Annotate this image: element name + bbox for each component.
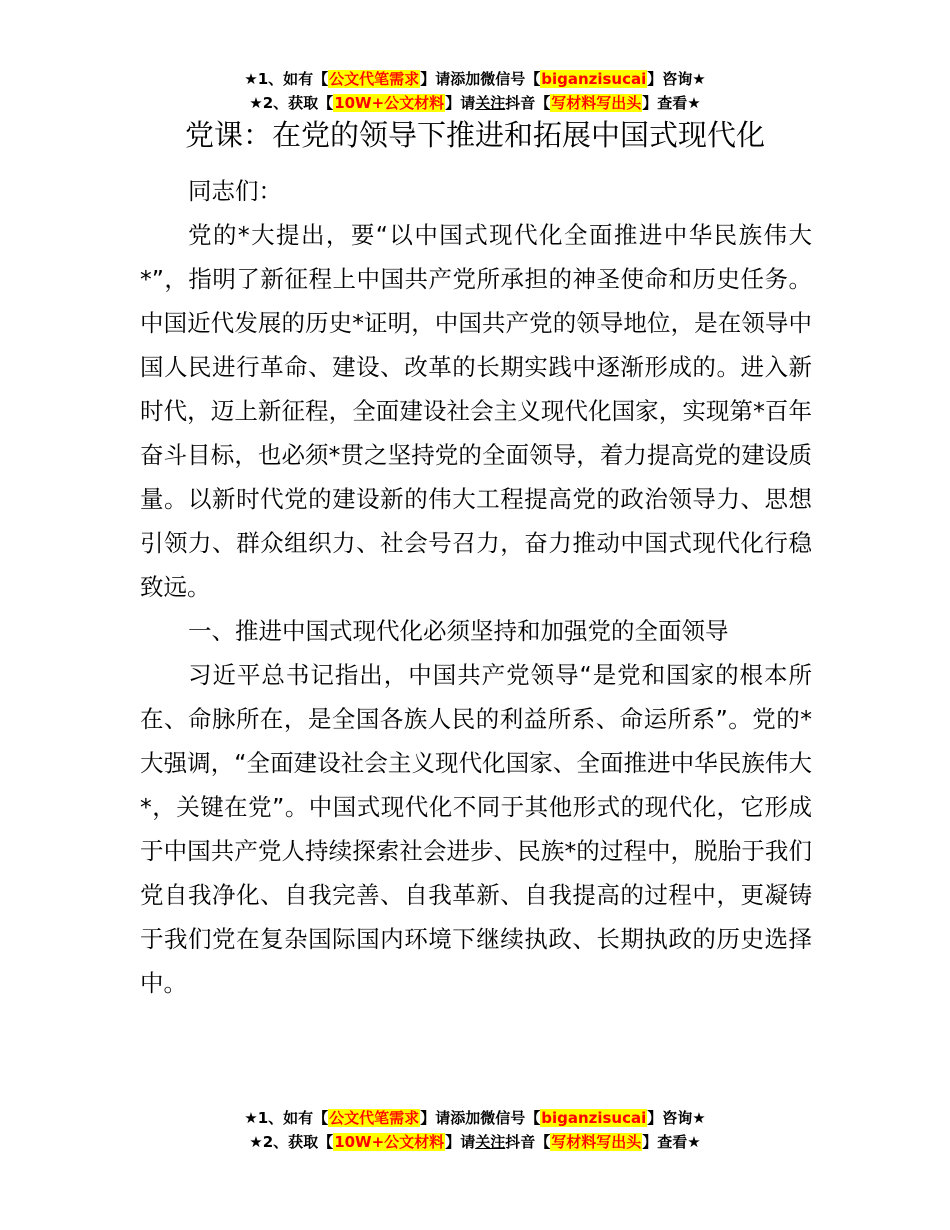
douyin-account-highlight: 写材料写出头 — [551, 94, 642, 112]
promo-underlined-text: 关注 — [475, 94, 506, 112]
promo-line-1 — [0, 67, 950, 91]
promo-underlined-text: 关注 — [475, 1133, 506, 1151]
wechat-id-highlight: biganzisucai — [541, 1109, 647, 1127]
body-paragraph: 党的*大提出，要“以中国式现代化全面推进中华民族伟大*”，指明了新征程上中国共产党所承担的神圣使命和历史任务。中国近代发展的历史*证明，中国共产党的领导地位，是在领导中国人民进行革命、建设、改革的长期实践中逐渐形成的。进入新时代，迈上新征程，全面建设社会主义现代化国家，实现第*百年奋斗目标，也必须*贯之坚持党的全面领导，着力提高党的建设质量。以新时代党的建设新的伟大工程提高党的政治领导力、思想引领力、群众组织力、社会号召力，奋力推动中国式现代化行稳致远。 — [140, 221, 812, 601]
promo-text: 】请 — [445, 1133, 476, 1151]
promo-text: ★2、获取【 — [249, 1133, 334, 1151]
document-body — [140, 169, 812, 1005]
promo-highlight: 10W+公文材料 — [334, 94, 445, 112]
promo-highlight: 10W+公文材料 — [334, 1133, 445, 1151]
promo-text: 】咨询★ — [647, 1109, 706, 1127]
promo-text: 】请添加微信号【 — [420, 70, 541, 88]
body-paragraph: 习近平总书记指出，中国共产党领导“是党和国家的根本所在、命脉所在，是全国各族人民的利益所系、命运所系”。党的*大强调，“全面建设社会主义现代化国家、全面推进中华民族伟大*，关键在党”。中国式现代化不同于其他形式的现代化，它形成于中国共产党人持续探索社会进步、民族*的过程中，脱胎于我们党自我净化、自我完善、自我革新、自我提高的过程中，更凝铸于我们党在复杂国际国内环境下继续执政、长期执政的历史选择中。 — [140, 661, 812, 997]
promo-text: 】查看★ — [642, 94, 701, 112]
promo-text: 】查看★ — [642, 1133, 701, 1151]
promo-text: 抖音【 — [505, 1133, 551, 1151]
promo-line-1 — [0, 1106, 950, 1130]
promo-text: 】请 — [445, 94, 476, 112]
document-title: 党课：在党的领导下推进和拓展中国式现代化 — [184, 118, 765, 152]
promo-text: ★1、如有【 — [244, 1109, 329, 1127]
douyin-account-highlight: 写材料写出头 — [551, 1133, 642, 1151]
promo-banner-bottom — [0, 1106, 950, 1154]
wechat-id-highlight: biganzisucai — [541, 70, 647, 88]
promo-highlight: 公文代笔需求 — [329, 70, 420, 88]
promo-text: 】请添加微信号【 — [420, 1109, 541, 1127]
promo-line-2 — [0, 91, 950, 115]
promo-text: ★1、如有【 — [244, 70, 329, 88]
section-heading: 一、推进中国式现代化必须坚持和加强党的全面领导 — [188, 617, 729, 645]
promo-banner-top — [0, 67, 950, 115]
promo-text: ★2、获取【 — [249, 94, 334, 112]
salutation-paragraph: 同志们： — [188, 177, 282, 205]
promo-text: 】咨询★ — [647, 70, 706, 88]
promo-line-2 — [0, 1130, 950, 1154]
promo-text: 抖音【 — [505, 94, 551, 112]
promo-highlight: 公文代笔需求 — [329, 1109, 420, 1127]
